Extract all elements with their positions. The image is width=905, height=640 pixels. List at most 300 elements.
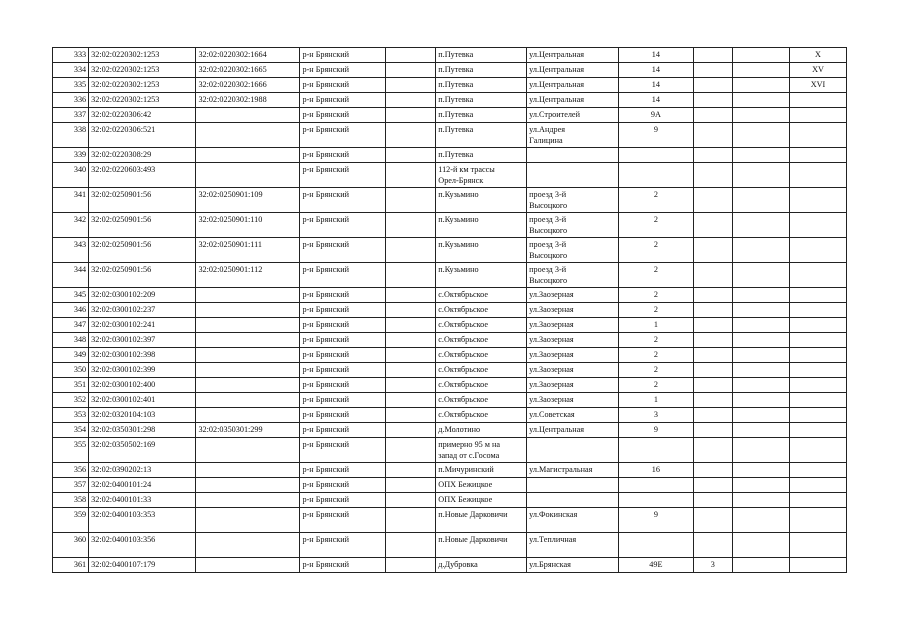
- row-number-cell: 344: [53, 263, 89, 288]
- house-number-cell: 2: [619, 213, 693, 238]
- empty-cell: [733, 93, 790, 108]
- premises-number-cell: [789, 558, 846, 573]
- empty-cell: [733, 63, 790, 78]
- table-row: [53, 463, 847, 478]
- building-cell: [693, 188, 732, 213]
- inner-cadastral-number-cell: [196, 378, 300, 393]
- premises-number-cell: [789, 463, 846, 478]
- cadastral-number-cell: 32:02:0300102:397: [89, 333, 196, 348]
- cadastral-number-cell: 32:02:0400107:179: [89, 558, 196, 573]
- empty-cell: [733, 493, 790, 508]
- premises-number-cell: [789, 93, 846, 108]
- row-number-cell: 338: [53, 123, 89, 148]
- settlement-cell: п.Путевка: [436, 108, 527, 123]
- inner-cadastral-number-cell: [196, 408, 300, 423]
- district-cell: р-н Брянский: [300, 188, 385, 213]
- house-number-cell: 9: [619, 123, 693, 148]
- registry-table: [52, 47, 847, 573]
- premises-number-cell: [789, 348, 846, 363]
- row-number-cell: 360: [53, 533, 89, 558]
- district-cell: р-н Брянский: [300, 423, 385, 438]
- inner-cadastral-number-cell: [196, 558, 300, 573]
- cadastral-number-cell: 32:02:0400101:24: [89, 478, 196, 493]
- inner-cadastral-number-cell: [196, 463, 300, 478]
- row-number-cell: 356: [53, 463, 89, 478]
- district-cell: р-н Брянский: [300, 78, 385, 93]
- empty-cell: [385, 238, 435, 263]
- row-number-cell: 348: [53, 333, 89, 348]
- settlement-cell: с.Октябрьское: [436, 363, 527, 378]
- building-cell: [693, 423, 732, 438]
- house-number-cell: 2: [619, 288, 693, 303]
- inner-cadastral-number-cell: [196, 108, 300, 123]
- settlement-cell: с.Октябрьское: [436, 408, 527, 423]
- cadastral-number-cell: 32:02:0320104:103: [89, 408, 196, 423]
- district-cell: р-н Брянский: [300, 303, 385, 318]
- house-number-cell: [619, 478, 693, 493]
- district-cell: р-н Брянский: [300, 213, 385, 238]
- empty-cell: [385, 188, 435, 213]
- district-cell: р-н Брянский: [300, 263, 385, 288]
- cadastral-number-cell: 32:02:0220302:1253: [89, 93, 196, 108]
- street-cell: ул.Заозерная: [527, 303, 619, 318]
- premises-number-cell: [789, 438, 846, 463]
- empty-cell: [733, 408, 790, 423]
- building-cell: [693, 533, 732, 558]
- street-cell: ул.Центральная: [527, 78, 619, 93]
- empty-cell: [733, 213, 790, 238]
- cadastral-number-cell: 32:02:0250901:56: [89, 263, 196, 288]
- cadastral-number-cell: 32:02:0400103:353: [89, 508, 196, 533]
- premises-number-cell: XV: [789, 63, 846, 78]
- row-number-cell: 339: [53, 148, 89, 163]
- house-number-cell: 2: [619, 188, 693, 213]
- table-row: [53, 163, 847, 188]
- district-cell: р-н Брянский: [300, 163, 385, 188]
- row-number-cell: 361: [53, 558, 89, 573]
- district-cell: р-н Брянский: [300, 288, 385, 303]
- inner-cadastral-number-cell: [196, 478, 300, 493]
- empty-cell: [385, 93, 435, 108]
- table-row: [53, 408, 847, 423]
- premises-number-cell: [789, 263, 846, 288]
- building-cell: [693, 363, 732, 378]
- row-number-cell: 358: [53, 493, 89, 508]
- settlement-cell: п.Кузьмино: [436, 213, 527, 238]
- table-row: [53, 423, 847, 438]
- inner-cadastral-number-cell: [196, 288, 300, 303]
- settlement-cell: с.Октябрьское: [436, 393, 527, 408]
- table-row: [53, 123, 847, 148]
- building-cell: [693, 238, 732, 263]
- settlement-cell: п.Путевка: [436, 78, 527, 93]
- street-cell: проезд 3-й Высоцкого: [527, 188, 619, 213]
- settlement-cell: п.Новые Дарковичи: [436, 533, 527, 558]
- cadastral-number-cell: 32:02:0390202:13: [89, 463, 196, 478]
- inner-cadastral-number-cell: [196, 493, 300, 508]
- district-cell: р-н Брянский: [300, 478, 385, 493]
- inner-cadastral-number-cell: [196, 303, 300, 318]
- settlement-cell: ОПХ Бежицкое: [436, 493, 527, 508]
- empty-cell: [733, 78, 790, 93]
- house-number-cell: 14: [619, 78, 693, 93]
- settlement-cell: с.Октябрьское: [436, 318, 527, 333]
- empty-cell: [385, 108, 435, 123]
- premises-number-cell: [789, 163, 846, 188]
- building-cell: [693, 108, 732, 123]
- settlement-cell: с.Октябрьское: [436, 303, 527, 318]
- street-cell: ул.Центральная: [527, 48, 619, 63]
- table-row: [53, 393, 847, 408]
- street-cell: проезд 3-й Высоцкого: [527, 263, 619, 288]
- row-number-cell: 355: [53, 438, 89, 463]
- district-cell: р-н Брянский: [300, 533, 385, 558]
- house-number-cell: 2: [619, 378, 693, 393]
- settlement-cell: п.Кузьмино: [436, 238, 527, 263]
- district-cell: р-н Брянский: [300, 148, 385, 163]
- row-number-cell: 354: [53, 423, 89, 438]
- premises-number-cell: [789, 363, 846, 378]
- table-row: [53, 478, 847, 493]
- settlement-cell: п.Мичуринский: [436, 463, 527, 478]
- building-cell: [693, 303, 732, 318]
- cadastral-number-cell: 32:02:0220306:42: [89, 108, 196, 123]
- house-number-cell: 9: [619, 423, 693, 438]
- inner-cadastral-number-cell: [196, 148, 300, 163]
- cadastral-number-cell: 32:02:0350502:169: [89, 438, 196, 463]
- table-row: [53, 63, 847, 78]
- street-cell: ул.Тепличная: [527, 533, 619, 558]
- table-row: [53, 363, 847, 378]
- premises-number-cell: [789, 148, 846, 163]
- district-cell: р-н Брянский: [300, 363, 385, 378]
- building-cell: [693, 493, 732, 508]
- empty-cell: [385, 393, 435, 408]
- table-row: [53, 213, 847, 238]
- table-row: [53, 493, 847, 508]
- cadastral-number-cell: 32:02:0300102:237: [89, 303, 196, 318]
- empty-cell: [385, 408, 435, 423]
- house-number-cell: 2: [619, 303, 693, 318]
- cadastral-number-cell: 32:02:0220302:1253: [89, 63, 196, 78]
- settlement-cell: п.Путевка: [436, 93, 527, 108]
- premises-number-cell: [789, 378, 846, 393]
- house-number-cell: 2: [619, 348, 693, 363]
- street-cell: [527, 493, 619, 508]
- settlement-cell: с.Октябрьское: [436, 333, 527, 348]
- empty-cell: [733, 478, 790, 493]
- premises-number-cell: [789, 478, 846, 493]
- premises-number-cell: [789, 333, 846, 348]
- premises-number-cell: [789, 303, 846, 318]
- street-cell: ул.Заозерная: [527, 333, 619, 348]
- building-cell: [693, 288, 732, 303]
- street-cell: [527, 478, 619, 493]
- street-cell: [527, 148, 619, 163]
- district-cell: р-н Брянский: [300, 318, 385, 333]
- street-cell: ул.Заозерная: [527, 288, 619, 303]
- cadastral-number-cell: 32:02:0250901:56: [89, 238, 196, 263]
- row-number-cell: 352: [53, 393, 89, 408]
- building-cell: [693, 463, 732, 478]
- settlement-cell: п.Путевка: [436, 63, 527, 78]
- inner-cadastral-number-cell: 32:02:0220302:1664: [196, 48, 300, 63]
- empty-cell: [733, 363, 790, 378]
- empty-cell: [733, 238, 790, 263]
- street-cell: ул.Заозерная: [527, 318, 619, 333]
- empty-cell: [385, 558, 435, 573]
- premises-number-cell: X: [789, 48, 846, 63]
- empty-cell: [385, 438, 435, 463]
- row-number-cell: 334: [53, 63, 89, 78]
- building-cell: [693, 63, 732, 78]
- empty-cell: [733, 438, 790, 463]
- empty-cell: [385, 348, 435, 363]
- settlement-cell: п.Путевка: [436, 148, 527, 163]
- street-cell: ул.Советская: [527, 408, 619, 423]
- table-row: [53, 333, 847, 348]
- inner-cadastral-number-cell: [196, 508, 300, 533]
- building-cell: [693, 408, 732, 423]
- house-number-cell: 2: [619, 333, 693, 348]
- settlement-cell: с.Октябрьское: [436, 378, 527, 393]
- building-cell: [693, 123, 732, 148]
- cadastral-number-cell: 32:02:0220302:1253: [89, 78, 196, 93]
- street-cell: ул.Фокинская: [527, 508, 619, 533]
- building-cell: [693, 263, 732, 288]
- inner-cadastral-number-cell: [196, 318, 300, 333]
- document-page: [52, 47, 847, 573]
- district-cell: р-н Брянский: [300, 408, 385, 423]
- cadastral-number-cell: 32:02:0300102:241: [89, 318, 196, 333]
- table-row: [53, 238, 847, 263]
- cadastral-number-cell: 32:02:0300102:400: [89, 378, 196, 393]
- building-cell: [693, 318, 732, 333]
- table-row: [53, 303, 847, 318]
- inner-cadastral-number-cell: [196, 348, 300, 363]
- settlement-cell: д.Дубровка: [436, 558, 527, 573]
- table-row: [53, 348, 847, 363]
- street-cell: ул.Центральная: [527, 63, 619, 78]
- district-cell: р-н Брянский: [300, 238, 385, 263]
- premises-number-cell: [789, 238, 846, 263]
- row-number-cell: 335: [53, 78, 89, 93]
- building-cell: [693, 48, 732, 63]
- building-cell: [693, 393, 732, 408]
- premises-number-cell: [789, 188, 846, 213]
- cadastral-number-cell: 32:02:0400101:33: [89, 493, 196, 508]
- cadastral-number-cell: 32:02:0300102:398: [89, 348, 196, 363]
- district-cell: р-н Брянский: [300, 493, 385, 508]
- building-cell: [693, 148, 732, 163]
- empty-cell: [385, 148, 435, 163]
- empty-cell: [733, 423, 790, 438]
- empty-cell: [385, 508, 435, 533]
- cadastral-number-cell: 32:02:0350301:298: [89, 423, 196, 438]
- empty-cell: [385, 123, 435, 148]
- empty-cell: [385, 263, 435, 288]
- street-cell: ул.Центральная: [527, 93, 619, 108]
- inner-cadastral-number-cell: [196, 333, 300, 348]
- inner-cadastral-number-cell: 32:02:0250901:109: [196, 188, 300, 213]
- building-cell: [693, 78, 732, 93]
- empty-cell: [385, 48, 435, 63]
- table-row: [53, 533, 847, 558]
- empty-cell: [733, 318, 790, 333]
- building-cell: [693, 378, 732, 393]
- table-row: [53, 78, 847, 93]
- building-cell: [693, 163, 732, 188]
- building-cell: [693, 438, 732, 463]
- building-cell: [693, 93, 732, 108]
- district-cell: р-н Брянский: [300, 93, 385, 108]
- inner-cadastral-number-cell: 32:02:0250901:111: [196, 238, 300, 263]
- district-cell: р-н Брянский: [300, 558, 385, 573]
- settlement-cell: п.Путевка: [436, 123, 527, 148]
- settlement-cell: п.Кузьмино: [436, 188, 527, 213]
- inner-cadastral-number-cell: 32:02:0220302:1665: [196, 63, 300, 78]
- empty-cell: [733, 288, 790, 303]
- house-number-cell: [619, 163, 693, 188]
- table-row: [53, 438, 847, 463]
- cadastral-number-cell: 32:02:0300102:209: [89, 288, 196, 303]
- table-row: [53, 508, 847, 533]
- premises-number-cell: [789, 533, 846, 558]
- inner-cadastral-number-cell: 32:02:0250901:112: [196, 263, 300, 288]
- house-number-cell: 49Е: [619, 558, 693, 573]
- premises-number-cell: [789, 288, 846, 303]
- empty-cell: [385, 303, 435, 318]
- table-body: [53, 48, 847, 573]
- house-number-cell: 2: [619, 238, 693, 263]
- settlement-cell: п.Новые Дарковичи: [436, 508, 527, 533]
- building-cell: [693, 508, 732, 533]
- empty-cell: [385, 213, 435, 238]
- street-cell: ул.Заозерная: [527, 393, 619, 408]
- premises-number-cell: [789, 123, 846, 148]
- table-row: [53, 48, 847, 63]
- building-cell: 3: [693, 558, 732, 573]
- table-row: [53, 188, 847, 213]
- district-cell: р-н Брянский: [300, 123, 385, 148]
- cadastral-number-cell: 32:02:0300102:399: [89, 363, 196, 378]
- district-cell: р-н Брянский: [300, 463, 385, 478]
- district-cell: р-н Брянский: [300, 393, 385, 408]
- street-cell: ул.Заозерная: [527, 348, 619, 363]
- house-number-cell: [619, 533, 693, 558]
- inner-cadastral-number-cell: 32:02:0220302:1666: [196, 78, 300, 93]
- empty-cell: [733, 163, 790, 188]
- table-row: [53, 93, 847, 108]
- empty-cell: [385, 493, 435, 508]
- district-cell: р-н Брянский: [300, 438, 385, 463]
- inner-cadastral-number-cell: [196, 438, 300, 463]
- street-cell: [527, 438, 619, 463]
- row-number-cell: 341: [53, 188, 89, 213]
- row-number-cell: 353: [53, 408, 89, 423]
- row-number-cell: 343: [53, 238, 89, 263]
- building-cell: [693, 213, 732, 238]
- empty-cell: [733, 188, 790, 213]
- premises-number-cell: [789, 393, 846, 408]
- district-cell: р-н Брянский: [300, 333, 385, 348]
- premises-number-cell: [789, 213, 846, 238]
- row-number-cell: 349: [53, 348, 89, 363]
- street-cell: ул.Брянская: [527, 558, 619, 573]
- district-cell: р-н Брянский: [300, 508, 385, 533]
- premises-number-cell: [789, 423, 846, 438]
- street-cell: проезд 3-й Высоцкого: [527, 238, 619, 263]
- inner-cadastral-number-cell: [196, 533, 300, 558]
- premises-number-cell: [789, 108, 846, 123]
- street-cell: ул.Центральная: [527, 423, 619, 438]
- house-number-cell: 1: [619, 318, 693, 333]
- settlement-cell: 112-й км трассы Орел-Брянск: [436, 163, 527, 188]
- street-cell: ул.Магистральная: [527, 463, 619, 478]
- empty-cell: [733, 393, 790, 408]
- cadastral-number-cell: 32:02:0220308:29: [89, 148, 196, 163]
- settlement-cell: примерно 95 м на запад от с.Госома: [436, 438, 527, 463]
- house-number-cell: 14: [619, 93, 693, 108]
- building-cell: [693, 478, 732, 493]
- premises-number-cell: [789, 408, 846, 423]
- row-number-cell: 346: [53, 303, 89, 318]
- table-row: [53, 263, 847, 288]
- empty-cell: [385, 78, 435, 93]
- house-number-cell: 2: [619, 363, 693, 378]
- settlement-cell: с.Октябрьское: [436, 348, 527, 363]
- empty-cell: [385, 533, 435, 558]
- inner-cadastral-number-cell: 32:02:0220302:1988: [196, 93, 300, 108]
- empty-cell: [385, 318, 435, 333]
- row-number-cell: 337: [53, 108, 89, 123]
- empty-cell: [385, 478, 435, 493]
- empty-cell: [733, 378, 790, 393]
- cadastral-number-cell: 32:02:0400103:356: [89, 533, 196, 558]
- empty-cell: [385, 423, 435, 438]
- table-row: [53, 108, 847, 123]
- house-number-cell: 14: [619, 48, 693, 63]
- empty-cell: [733, 508, 790, 533]
- inner-cadastral-number-cell: 32:02:0250901:110: [196, 213, 300, 238]
- empty-cell: [385, 378, 435, 393]
- district-cell: р-н Брянский: [300, 48, 385, 63]
- settlement-cell: п.Путевка: [436, 48, 527, 63]
- district-cell: р-н Брянский: [300, 378, 385, 393]
- row-number-cell: 336: [53, 93, 89, 108]
- table-row: [53, 318, 847, 333]
- building-cell: [693, 333, 732, 348]
- empty-cell: [733, 348, 790, 363]
- empty-cell: [385, 63, 435, 78]
- house-number-cell: 2: [619, 263, 693, 288]
- inner-cadastral-number-cell: [196, 123, 300, 148]
- empty-cell: [733, 533, 790, 558]
- house-number-cell: 3: [619, 408, 693, 423]
- house-number-cell: 14: [619, 63, 693, 78]
- empty-cell: [385, 163, 435, 188]
- inner-cadastral-number-cell: [196, 363, 300, 378]
- table-row: [53, 148, 847, 163]
- street-cell: [527, 163, 619, 188]
- table-row: [53, 378, 847, 393]
- cadastral-number-cell: 32:02:0300102:401: [89, 393, 196, 408]
- settlement-cell: ОПХ Бежицкое: [436, 478, 527, 493]
- house-number-cell: 9: [619, 508, 693, 533]
- row-number-cell: 333: [53, 48, 89, 63]
- cadastral-number-cell: 32:02:0220306:521: [89, 123, 196, 148]
- inner-cadastral-number-cell: 32:02:0350301:299: [196, 423, 300, 438]
